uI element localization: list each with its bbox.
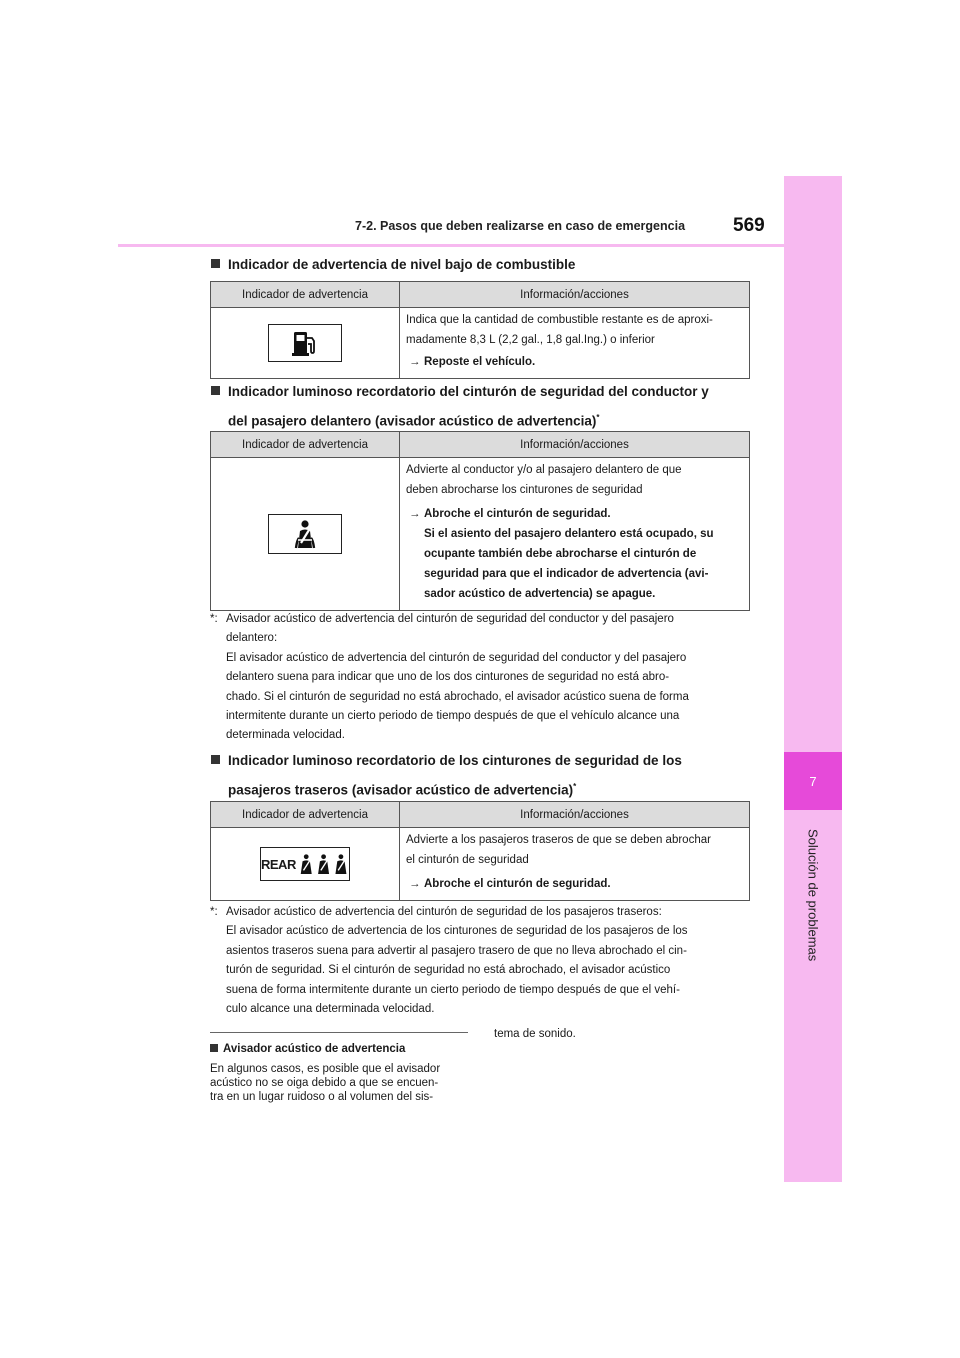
rear-seatbelt-table: [210, 801, 750, 901]
page-number: 569: [733, 215, 765, 236]
info-cell: Indica que la cantidad de combustible restante es de aproxi- madamente 8,3 L (2,2 gal., 1,8 gal.Ing.) o inferior → Reposte el vehículo.: [400, 308, 750, 379]
section-heading-fuel: Indicador de advertencia de nivel bajo de combustible: [211, 253, 771, 276]
action-line: → Reposte el vehículo.: [409, 356, 536, 368]
front-seatbelt-table: [210, 431, 750, 611]
action-line: → Abroche el cinturón de seguridad.: [409, 508, 611, 520]
buzzer-note-heading: Avisador acústico de advertencia: [210, 1042, 472, 1056]
header-divider: [118, 244, 784, 247]
table-header-info: Información/acciones: [400, 282, 750, 308]
footnote-rear: *: Avisador acústico de advertencia del cinturón de seguridad de los pasajeros traseros: El avisador acústico de advertencia de los cinturones de seguridad de los pasajeros de los asientos traseros suena para advertir al pasajero trasero de que no lleva abrochado el cin- turón de seguridad. Si el cinturón de seguridad no está abrochado, el avisador acústico suena de forma intermitente durante un cierto periodo de tiempo después de que el vehí- culo alcance una determinada velocidad.: [210, 906, 688, 1016]
buzzer-note: Avisador acústico de advertencia En algunos casos, es posible que el avisador acústico no se oiga debido a que se encuen- tra en un lugar ruidoso o al volumen del sis-: [210, 1042, 472, 1104]
notes-divider: [210, 1032, 468, 1033]
table-header-info: Información/acciones: [400, 432, 750, 458]
indicator-cell: [211, 828, 400, 901]
footnote-front: *: Avisador acústico de advertencia del cinturón de seguridad del conductor y del pasajero delantero: El avisador acústico de advertencia del cinturón de seguridad del conductor y del pasajero delantero suena para indicar que uno de los dos cinturones de seguridad no está abro- chado. Si el cinturón de seguridad no está abrochado, el avisador acústico suena de forma intermitente durante un cierto periodo de tiempo después de que el vehículo alcance una determinada velocidad.: [210, 613, 689, 742]
table-header-indicator: Indicador de advertencia: [211, 432, 400, 458]
section-title: 7-2. Pasos que deben realizarse en caso de emergencia: [355, 219, 686, 233]
table-header-indicator: Indicador de advertencia: [211, 282, 400, 308]
square-bullet-icon: [211, 259, 220, 268]
square-bullet-icon: [210, 1044, 218, 1052]
indicator-cell: [211, 308, 400, 379]
square-bullet-icon: [211, 386, 220, 395]
buzzer-note-continuation: tema de sonido.: [494, 1028, 576, 1040]
chapter-number: 7: [784, 752, 842, 810]
chapter-title: Solución de problemas: [805, 828, 821, 962]
table-header-indicator: Indicador de advertencia: [211, 802, 400, 828]
section-heading-front-seatbelt: Indicador luminoso recordatorio del cinturón de seguridad del conductor y del pasajero delantero (avisador acústico de advertencia)*: [211, 380, 771, 433]
side-tab: [784, 176, 842, 1182]
info-cell: Advierte al conductor y/o al pasajero delantero de que deben abrocharse los cinturones de seguridad → Abroche el cinturón de seguridad. Si el asiento del pasajero delantero está ocupado, su ocupante también debe abrocharse el cinturón de seguridad para que el indicador de advertencia (avi- sador acústico de advertencia) se apague.: [400, 458, 750, 611]
table-header-info: Información/acciones: [400, 802, 750, 828]
rear-seatbelt-icon: REAR: [260, 847, 350, 881]
square-bullet-icon: [211, 755, 220, 764]
fuel-warning-table: [210, 281, 750, 379]
section-heading-rear-seatbelt: Indicador luminoso recordatorio de los cinturones de seguridad de los pasajeros traseros (avisador acústico de advertencia)*: [211, 749, 771, 802]
fuel-pump-icon: [268, 324, 342, 362]
action-line: → Abroche el cinturón de seguridad.: [409, 878, 611, 890]
info-cell: Advierte a los pasajeros traseros de que se deben abrochar el cinturón de seguridad → Abroche el cinturón de seguridad.: [400, 828, 750, 901]
chapter-title-container: [785, 820, 841, 970]
seatbelt-icon: [268, 514, 342, 554]
indicator-cell: [211, 458, 400, 611]
